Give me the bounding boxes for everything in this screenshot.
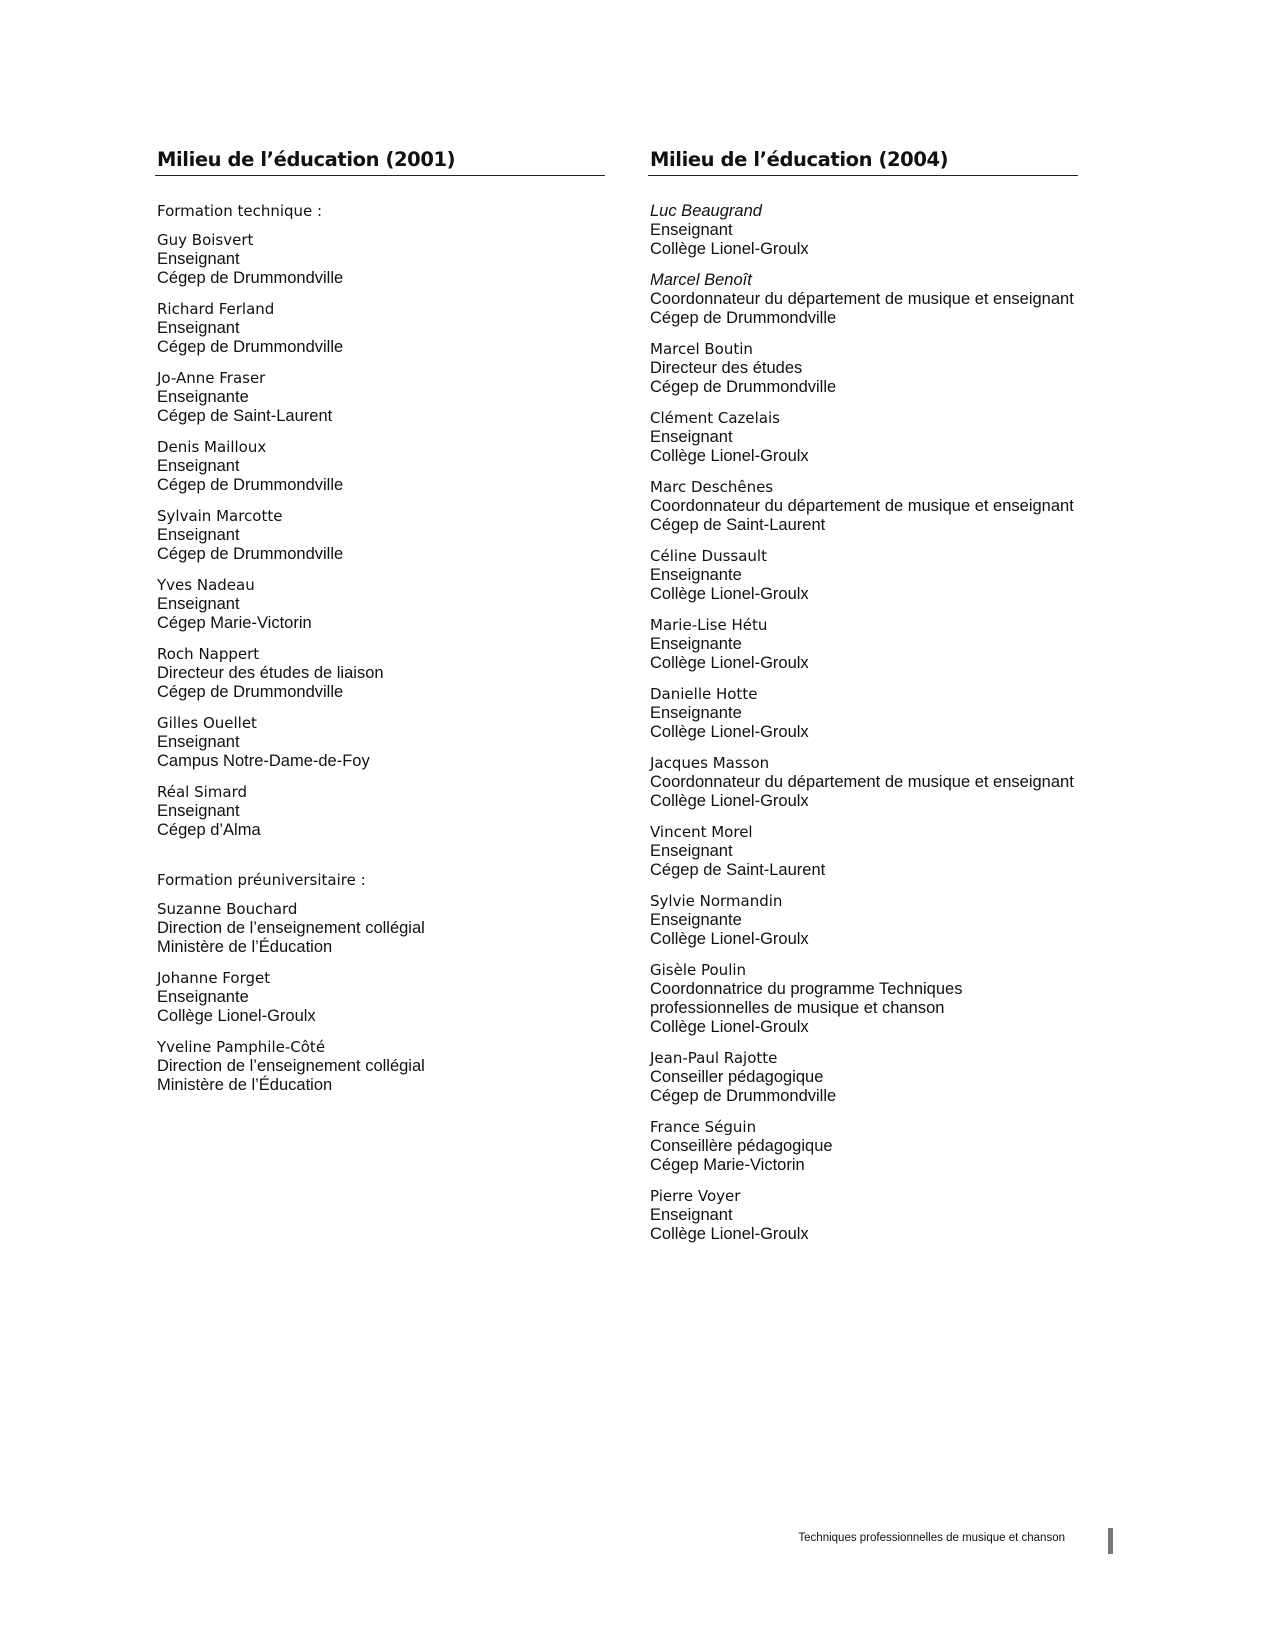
- member-role: Direction de l’enseignement collégial: [157, 919, 425, 937]
- member-name: Céline Dussault: [650, 547, 767, 565]
- member-role: Enseignant: [157, 319, 240, 337]
- member-name: Réal Simard: [157, 783, 248, 801]
- member-entry: [650, 547, 1078, 604]
- member-org: Cégep de Saint-Laurent: [650, 516, 826, 534]
- member-name: Richard Ferland: [157, 300, 275, 318]
- member-entry: [157, 369, 605, 426]
- member-entry: [157, 507, 605, 564]
- preuniversitaire-list: [155, 900, 605, 1095]
- member-name: Marcel Boutin: [650, 340, 753, 358]
- member-org: Cégep de Drummondville: [157, 338, 344, 356]
- member-entry: [650, 616, 1078, 673]
- member-role: Conseiller pédagogique: [650, 1068, 824, 1086]
- member-name: Johanne Forget: [157, 969, 271, 987]
- member-role: Coordonnateur du département de musique et enseignant: [650, 497, 1074, 515]
- member-org: Collège Lionel-Groulx: [650, 585, 809, 603]
- member-entry: [650, 1118, 1078, 1175]
- member-org: Campus Notre-Dame-de-Foy: [157, 752, 370, 770]
- member-name: France Séguin: [650, 1118, 757, 1136]
- member-name: Denis Mailloux: [157, 438, 267, 456]
- member-org: Cégep de Drummondville: [650, 378, 837, 396]
- member-role: Coordonnateur du département de musique et enseignant: [650, 290, 1074, 308]
- member-role: Enseignant: [157, 733, 240, 751]
- member-role: Enseignante: [650, 911, 742, 929]
- member-name: Guy Boisvert: [157, 231, 254, 249]
- right-heading: Milieu de l’éducation (2004): [648, 148, 1078, 176]
- member-entry: [650, 823, 1078, 880]
- member-org: Cégep d’Alma: [157, 821, 261, 839]
- member-entry: [650, 892, 1078, 949]
- member-entry: [157, 438, 605, 495]
- member-org: Collège Lionel-Groulx: [650, 792, 809, 810]
- footer-title: Techniques professionnelles de musique et chanson: [798, 1532, 1065, 1544]
- member-org: Cégep Marie-Victorin: [650, 1156, 805, 1174]
- member-entry: [650, 409, 1078, 466]
- member-name: Sylvie Normandin: [650, 892, 783, 910]
- member-role: Enseignant: [650, 1206, 733, 1224]
- member-role: Enseignante: [650, 704, 742, 722]
- member-role: Conseillère pédagogique: [650, 1137, 833, 1155]
- member-name: Vincent Morel: [650, 823, 753, 841]
- education-2004-list: [648, 202, 1078, 1244]
- member-role: Enseignant: [157, 457, 240, 475]
- member-role: Enseignant: [650, 428, 733, 446]
- member-org: Collège Lionel-Groulx: [650, 930, 809, 948]
- member-name: Jean-Paul Rajotte: [650, 1049, 778, 1067]
- member-entry: [157, 576, 605, 633]
- member-entry: [650, 1187, 1078, 1244]
- left-heading: Milieu de l’éducation (2001): [155, 148, 605, 176]
- member-org: Collège Lionel-Groulx: [157, 1007, 316, 1025]
- right-column: [648, 148, 1078, 1256]
- member-role: Enseignante: [650, 566, 742, 584]
- member-name: Clément Cazelais: [650, 409, 780, 427]
- member-org: Cégep de Drummondville: [157, 683, 344, 701]
- member-org: Cégep de Drummondville: [157, 545, 344, 563]
- member-name: Suzanne Bouchard: [157, 900, 298, 918]
- member-role: Enseignant: [157, 802, 240, 820]
- member-entry: [157, 969, 605, 1026]
- member-name: Gilles Ouellet: [157, 714, 257, 732]
- member-name: Marie-Lise Hétu: [650, 616, 768, 634]
- member-org: Cégep de Saint-Laurent: [650, 861, 826, 879]
- member-name: Danielle Hotte: [650, 685, 758, 703]
- member-name: Yveline Pamphile-Côté: [157, 1038, 326, 1056]
- member-role: Enseignant: [157, 595, 240, 613]
- member-entry: [157, 783, 605, 840]
- member-role: Directeur des études de liaison: [157, 664, 384, 682]
- member-role: Enseignante: [157, 388, 249, 406]
- member-name: Marcel Benoît: [650, 271, 752, 289]
- member-name: Sylvain Marcotte: [157, 507, 283, 525]
- member-entry: [650, 478, 1078, 535]
- member-org: Collège Lionel-Groulx: [650, 654, 809, 672]
- member-org: Cégep de Saint-Laurent: [157, 407, 333, 425]
- member-name: Yves Nadeau: [157, 576, 255, 594]
- member-role: Enseignant: [650, 842, 733, 860]
- member-org: Collège Lionel-Groulx: [650, 447, 809, 465]
- member-org: Collège Lionel-Groulx: [650, 723, 809, 741]
- member-org: Cégep de Drummondville: [650, 1087, 837, 1105]
- member-entry: [650, 754, 1078, 811]
- member-name: Luc Beaugrand: [650, 202, 762, 220]
- member-name: Jo-Anne Fraser: [157, 369, 266, 387]
- member-entry: [157, 900, 605, 957]
- member-entry: [650, 202, 1078, 259]
- member-role: Enseignant: [157, 526, 240, 544]
- member-org: Collège Lionel-Groulx: [650, 1018, 809, 1036]
- member-entry: [157, 300, 605, 357]
- member-entry: [650, 1049, 1078, 1106]
- technique-list: [155, 231, 605, 840]
- left-column: [155, 148, 605, 1107]
- member-name: Gisèle Poulin: [650, 961, 747, 979]
- member-org: Cégep Marie-Victorin: [157, 614, 312, 632]
- member-role: Enseignant: [157, 250, 240, 268]
- member-role: Enseignante: [650, 635, 742, 653]
- member-entry: [157, 1038, 605, 1095]
- member-role: Coordonnateur du département de musique et enseignant: [650, 773, 1074, 791]
- member-entry: [650, 271, 1078, 328]
- footer-bar: [1108, 1528, 1113, 1554]
- member-role: Coordonnatrice du programme Techniques professionnelles de musique et chanson: [650, 980, 963, 1017]
- member-role: Enseignant: [650, 221, 733, 239]
- member-entry: [157, 714, 605, 771]
- section-title-preuniversitaire: Formation préuniversitaire :: [157, 871, 366, 889]
- member-role: Directeur des études: [650, 359, 803, 377]
- member-role: Enseignante: [157, 988, 249, 1006]
- member-org: Collège Lionel-Groulx: [650, 1225, 809, 1243]
- member-org: Collège Lionel-Groulx: [650, 240, 809, 258]
- member-org: Ministère de l’Éducation: [157, 938, 333, 956]
- member-org: Cégep de Drummondville: [157, 476, 344, 494]
- member-org: Cégep de Drummondville: [650, 309, 837, 327]
- member-entry: [650, 685, 1078, 742]
- member-name: Jacques Masson: [650, 754, 770, 772]
- member-org: Ministère de l’Éducation: [157, 1076, 333, 1094]
- member-name: Roch Nappert: [157, 645, 260, 663]
- member-name: Pierre Voyer: [650, 1187, 741, 1205]
- member-org: Cégep de Drummondville: [157, 269, 344, 287]
- member-entry: [650, 340, 1078, 397]
- member-role: Direction de l’enseignement collégial: [157, 1057, 425, 1075]
- section-title-technique: Formation technique :: [157, 202, 323, 220]
- member-entry: [650, 961, 1078, 1037]
- member-name: Marc Deschênes: [650, 478, 774, 496]
- member-entry: [157, 645, 605, 702]
- member-entry: [157, 231, 605, 288]
